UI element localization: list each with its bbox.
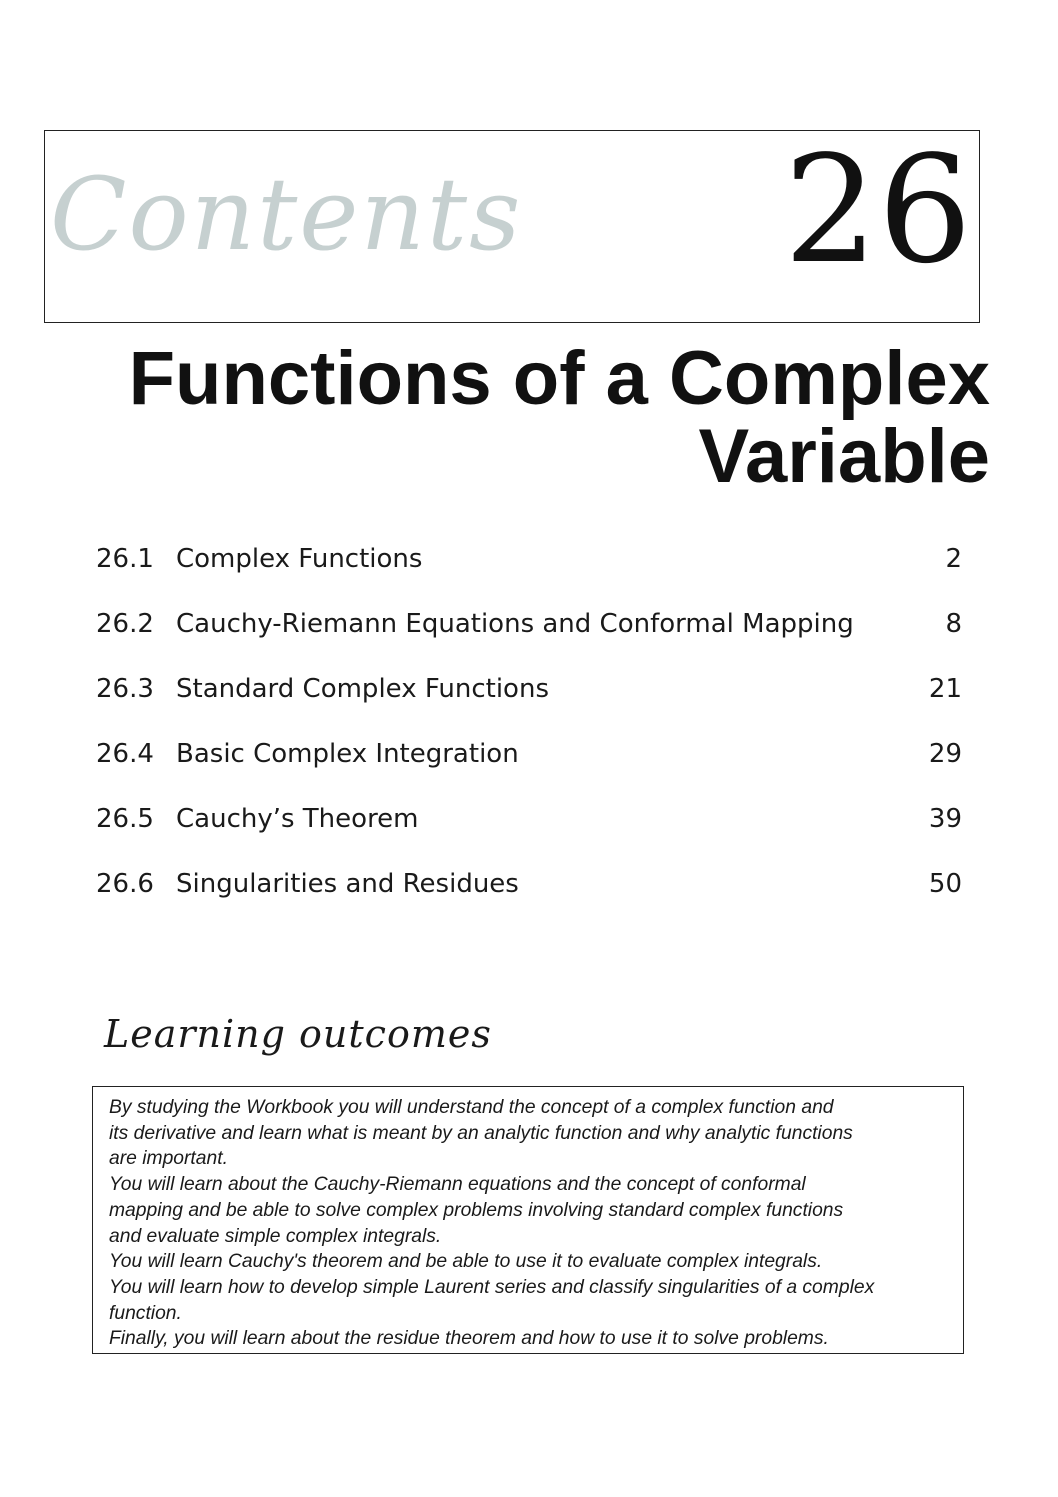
page-title-line-1: Functions of a Complex — [128, 336, 990, 421]
toc-page-number: 29 — [928, 739, 962, 769]
toc-page-number: 21 — [928, 674, 962, 704]
contents-label: Contents — [50, 156, 523, 273]
learning-outcomes-line: and evaluate simple complex integrals. — [109, 1225, 442, 1247]
toc-section-title: Cauchy-Riemann Equations and Conformal Mapping — [176, 609, 854, 639]
learning-outcomes-line: By studying the Workbook you will understand the concept of a complex function and — [109, 1097, 834, 1118]
toc-section-number: 26.3 — [96, 674, 154, 704]
toc-entry[interactable] — [96, 530, 962, 595]
toc-section-title: Singularities and Residues — [176, 869, 519, 899]
learning-outcomes-line: You will learn Cauchy's theorem and be able to use it to evaluate complex integrals. — [109, 1251, 823, 1273]
toc-section-number: 26.2 — [96, 609, 154, 639]
toc-section-title: Cauchy’s Theorem — [176, 804, 419, 834]
learning-outcomes-line: its derivative and learn what is meant by an analytic function and why analytic functions — [109, 1122, 853, 1144]
toc-entry[interactable] — [96, 660, 962, 725]
toc-section-number: 26.5 — [96, 804, 154, 834]
learning-outcomes-heading: Learning outcomes — [104, 1012, 492, 1056]
page-title — [30, 336, 990, 499]
toc-section-title: Complex Functions — [176, 544, 423, 574]
toc-section-number: 26.4 — [96, 739, 154, 769]
toc-section-number: 26.6 — [96, 869, 154, 899]
learning-outcomes-line: You will learn about the Cauchy-Riemann equations and the concept of conformal — [109, 1174, 806, 1196]
toc-page-number: 39 — [928, 804, 962, 834]
table-of-contents — [96, 530, 962, 920]
learning-outcomes-line: are important. — [109, 1148, 228, 1170]
toc-page-number: 50 — [928, 869, 962, 899]
learning-outcomes-line: Finally, you will learn about the residue theorem and how to use it to solve problems. — [109, 1328, 829, 1350]
toc-entry[interactable] — [96, 725, 962, 790]
toc-section-title: Standard Complex Functions — [176, 674, 549, 704]
page-title-line-2: Variable — [698, 414, 990, 499]
toc-entry[interactable] — [96, 595, 962, 660]
learning-outcomes-line: mapping and be able to solve complex problems involving standard complex functions — [109, 1199, 844, 1221]
learning-outcomes-box — [92, 1086, 964, 1354]
toc-section-number: 26.1 — [96, 544, 154, 574]
toc-page-number: 8 — [945, 609, 962, 639]
toc-entry[interactable] — [96, 790, 962, 855]
toc-section-title: Basic Complex Integration — [176, 739, 519, 769]
learning-outcomes-line: You will learn how to develop simple Laurent series and classify singularities of a complex — [109, 1276, 875, 1298]
learning-outcomes-line: function. — [109, 1302, 182, 1324]
toc-page-number: 2 — [945, 544, 962, 574]
chapter-number: 26 — [783, 124, 972, 296]
toc-entry[interactable] — [96, 855, 962, 920]
